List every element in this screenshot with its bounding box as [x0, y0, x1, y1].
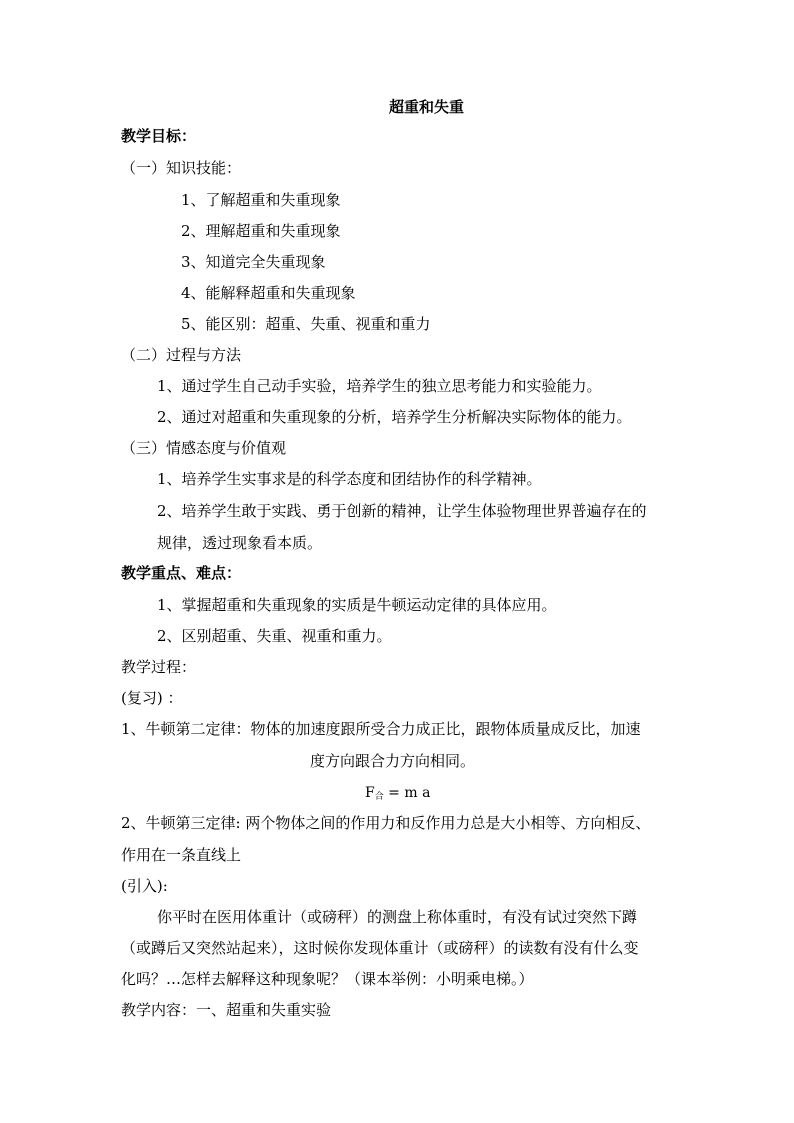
review-label: (复习) ：: [121, 689, 183, 707]
section3-heading: （三）情感态度与价值观: [121, 439, 287, 457]
teaching-content: 教学内容：一、超重和失重实验: [121, 1001, 332, 1019]
formula-rest: = m a: [383, 785, 431, 801]
section3-item: 规律，透过现象看本质。: [157, 534, 323, 552]
section3-item: 1、培养学生实事求是的科学态度和团结协作的科学精神。: [157, 470, 542, 488]
section1-item: 4、能解释超重和失重现象: [181, 284, 356, 302]
keypoints-item: 1、掌握超重和失重现象的实质是牛顿运动定律的具体应用。: [157, 596, 557, 614]
keypoints-item: 2、区别超重、失重、视重和重力。: [157, 627, 392, 645]
section3-item: 2、培养学生敢于实践、勇于创新的精神，让学生体验物理世界普遍存在的: [157, 502, 647, 520]
page-title: 超重和失重: [389, 98, 465, 116]
newton-second-law-cont: 度方向跟合力方向相同。: [310, 752, 476, 770]
section1-item: 5、能区别：超重、失重、视重和重力: [181, 315, 431, 333]
objectives-heading: 教学目标：: [121, 127, 197, 145]
formula-f: F: [365, 785, 375, 801]
intro-paragraph-line: （或蹲后又突然站起来），这时候你发现体重计（或磅秤）的读数有没有什么变: [121, 939, 639, 957]
intro-paragraph-line: 你平时在医用体重计（或磅秤）的测盘上称体重时，有没有试过突然下蹲: [157, 908, 638, 926]
newton-third-law-cont: 作用在一条直线上: [121, 846, 242, 864]
keypoints-heading: 教学重点、难点：: [121, 564, 242, 582]
section2-heading: （二）过程与方法: [121, 346, 242, 364]
intro-label: (引入):: [121, 877, 168, 895]
process-heading: 教学过程：: [121, 658, 197, 676]
section2-item: 2、通过对超重和失重现象的分析，培养学生分析解决实际物体的能力。: [157, 408, 632, 426]
section1-item: 1、了解超重和失重现象: [181, 191, 341, 209]
newton-third-law: 2、牛顿第三定律: 两个物体之间的作用力和反作用力总是大小相等、方向相反、: [121, 814, 651, 832]
section1-item: 2、理解超重和失重现象: [181, 222, 341, 240]
intro-paragraph-line: 化吗？…怎样去解释这种现象呢？（课本举例：小明乘电梯。）: [121, 970, 534, 988]
formula-subscript: 合: [374, 792, 384, 802]
section1-heading: （一）知识技能：: [121, 159, 242, 177]
section2-item: 1、通过学生自己动手实验，培养学生的独立思考能力和实验能力。: [157, 377, 602, 395]
formula: [365, 784, 430, 806]
section1-item: 3、知道完全失重现象: [181, 253, 326, 271]
newton-second-law: 1、牛顿第二定律：物体的加速度跟所受合力成正比，跟物体质量成反比，加速: [121, 720, 641, 738]
